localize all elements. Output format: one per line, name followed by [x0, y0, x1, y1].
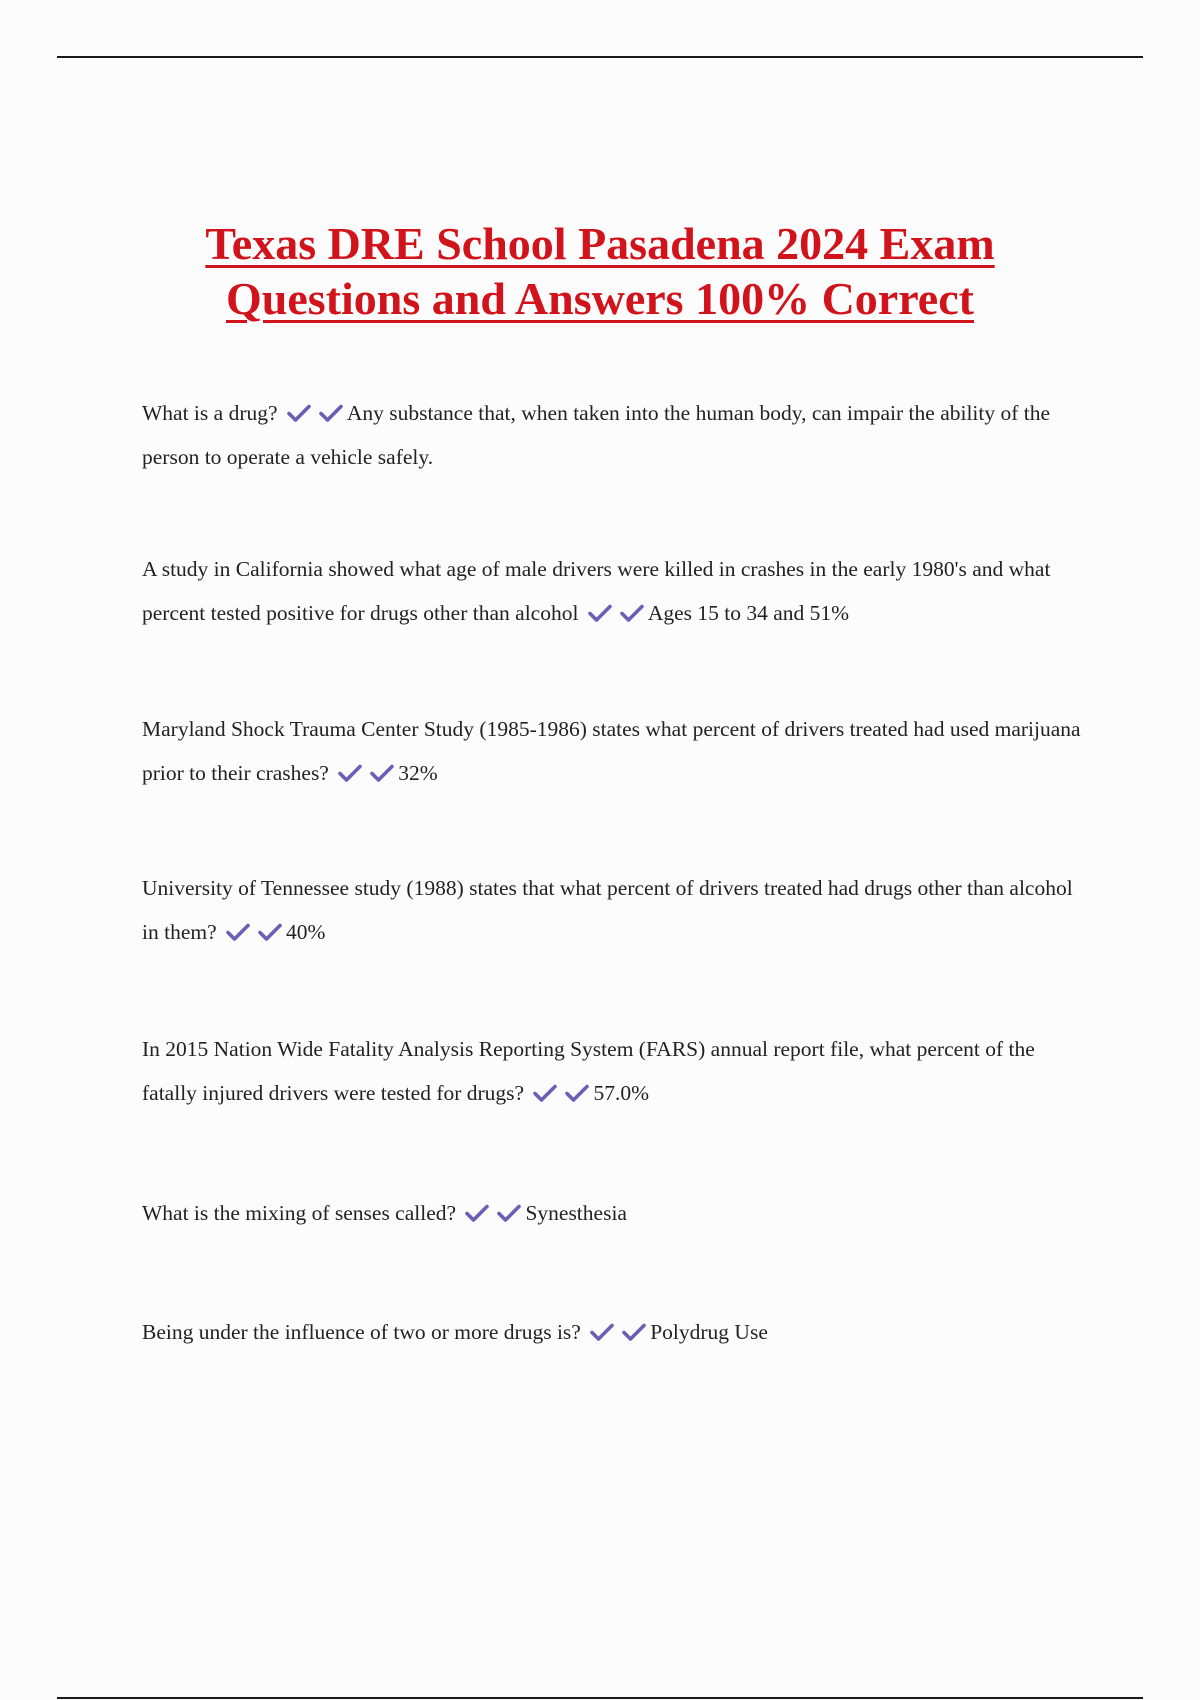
- answer-text: Synesthesia: [525, 1201, 627, 1225]
- qa-item-5: [142, 1027, 1082, 1115]
- check-mark-icon: [225, 923, 251, 941]
- title-line-1: Texas DRE School Pasadena 2024 Exam: [205, 218, 995, 269]
- question-text: Maryland Shock Trauma Center Study (1985-1986) states what percent of drivers treated had used marijuana prior to their crashes?: [142, 717, 1081, 785]
- check-mark-icon: [587, 604, 613, 622]
- answer-text: 40%: [286, 920, 326, 944]
- header-rule: [57, 56, 1143, 58]
- check-mark-icon: [286, 404, 312, 422]
- footer-rule: [57, 1697, 1143, 1699]
- check-mark-icon: [337, 764, 363, 782]
- qa-item-4: [142, 866, 1082, 954]
- check-mark-icon: [318, 404, 344, 422]
- check-mark-icon: [589, 1323, 615, 1341]
- check-mark-icon: [532, 1084, 558, 1102]
- check-mark-icon: [496, 1204, 522, 1222]
- question-text: What is the mixing of senses called?: [142, 1201, 457, 1225]
- question-text: Being under the influence of two or more drugs is?: [142, 1320, 581, 1344]
- question-text: In 2015 Nation Wide Fatality Analysis Reporting System (FARS) annual report file, what percent of the fatally injured drivers were tested for drugs?: [142, 1037, 1035, 1105]
- answer-text: Ages 15 to 34 and 51%: [647, 601, 850, 625]
- question-text: A study in California showed what age of male drivers were killed in crashes in the early 1980's and what percent tested positive for drugs other than alcohol: [142, 557, 1051, 625]
- qa-item-2: [142, 547, 1082, 635]
- qa-item-7: [142, 1310, 1082, 1354]
- answer-text: 32%: [398, 761, 438, 785]
- qa-item-3: [142, 707, 1082, 795]
- check-mark-icon: [619, 604, 645, 622]
- title-line-2: Questions and Answers 100% Correct: [226, 273, 974, 324]
- answer-text: Polydrug Use: [650, 1320, 768, 1344]
- check-mark-icon: [621, 1323, 647, 1341]
- check-mark-icon: [369, 764, 395, 782]
- answer-text: Any substance that, when taken into the human body, can impair the ability of the person to operate a vehicle safely.: [142, 401, 1051, 469]
- question-text: What is a drug?: [142, 401, 278, 425]
- check-mark-icon: [257, 923, 283, 941]
- answer-text: 57.0%: [593, 1081, 649, 1105]
- check-mark-icon: [464, 1204, 490, 1222]
- check-mark-icon: [564, 1084, 590, 1102]
- qa-item-6: [142, 1191, 1082, 1235]
- qa-item-1: [142, 391, 1082, 479]
- question-text: University of Tennessee study (1988) states that what percent of drivers treated had drugs other than alcohol in them?: [142, 876, 1073, 944]
- document-title: [100, 216, 1100, 326]
